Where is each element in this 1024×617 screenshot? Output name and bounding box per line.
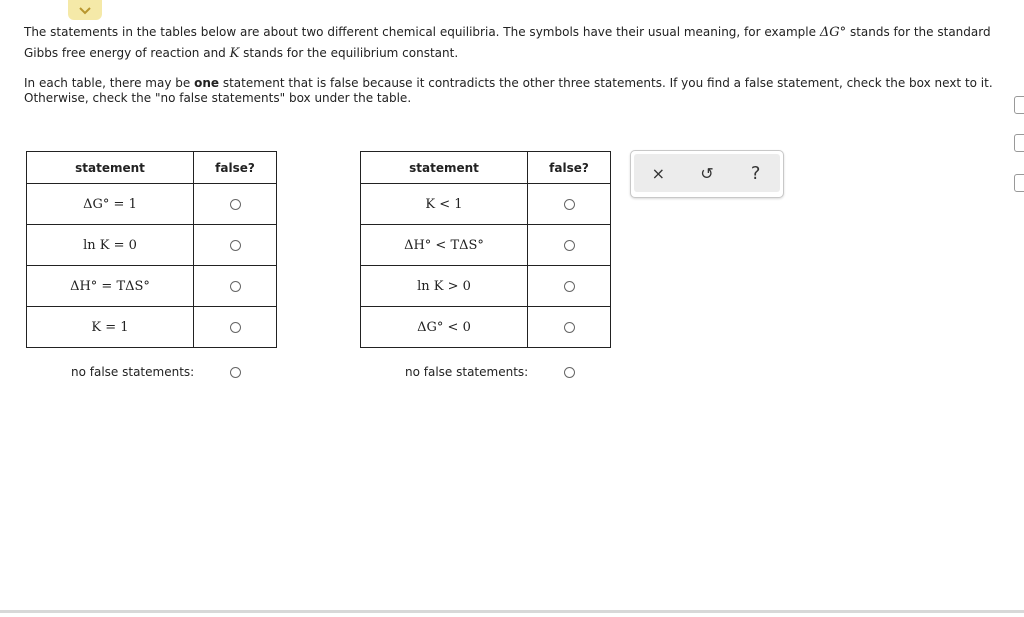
table-row — [27, 266, 277, 307]
false-cell — [528, 307, 611, 348]
no-false-label: no false statements: — [405, 365, 529, 379]
false-radio[interactable] — [230, 240, 241, 251]
undo-icon: ↺ — [700, 163, 714, 183]
intro-text: statement that is false because it contradicts the other three statements. If you find a false statement, check the box next to it. Otherwise, check the "no false statements" box under the table. — [24, 76, 993, 105]
table-row — [361, 266, 611, 307]
symbol-k: K — [229, 46, 240, 61]
header-statement: statement — [27, 152, 194, 184]
statement-table-2 — [360, 151, 611, 348]
chart-icon[interactable] — [1014, 134, 1024, 152]
instructions-paragraph-1 — [24, 22, 999, 64]
intro-text: The statements in the tables below are about two different chemical equilibria. The symbols have their usual meaning, for example — [24, 25, 820, 39]
no-false-label: no false statements: — [71, 365, 195, 379]
table-row — [361, 225, 611, 266]
clear-button[interactable] — [643, 158, 673, 188]
false-radio[interactable] — [230, 322, 241, 333]
intro-text: stands for the standard Gibbs free energy of reaction and — [24, 25, 991, 60]
instructions-paragraph-2 — [24, 76, 999, 106]
no-false-radio-2[interactable] — [564, 367, 575, 378]
header-false: false? — [528, 152, 611, 184]
false-cell — [528, 225, 611, 266]
collapse-tab[interactable] — [68, 0, 102, 20]
periodic-table-icon[interactable] — [1014, 174, 1024, 192]
statement-cell: ΔH° = TΔS° — [27, 266, 194, 307]
statement-cell: K < 1 — [361, 184, 528, 225]
false-radio[interactable] — [564, 199, 575, 210]
header-false: false? — [194, 152, 277, 184]
false-cell — [528, 184, 611, 225]
statement-cell: ln K > 0 — [361, 266, 528, 307]
undo-button[interactable] — [692, 158, 722, 188]
chevron-down-icon — [78, 6, 92, 15]
statement-table-1 — [26, 151, 277, 348]
intro-text: stands for the equilibrium constant. — [239, 46, 459, 60]
no-false-radio-1[interactable] — [230, 367, 241, 378]
false-cell — [194, 184, 277, 225]
intro-text: In each table, there may be — [24, 76, 195, 90]
false-cell — [194, 266, 277, 307]
statement-cell: ΔG° = 1 — [27, 184, 194, 225]
no-false-row-1 — [71, 365, 241, 379]
false-radio[interactable] — [564, 322, 575, 333]
statement-cell: ΔH° < TΔS° — [361, 225, 528, 266]
symbol-delta-g: ΔG° — [819, 25, 847, 40]
statement-cell: ln K = 0 — [27, 225, 194, 266]
false-radio[interactable] — [564, 281, 575, 292]
false-radio[interactable] — [230, 281, 241, 292]
false-radio[interactable] — [564, 240, 575, 251]
no-false-row-2 — [405, 365, 575, 379]
bottom-divider — [0, 610, 1024, 613]
false-radio[interactable] — [230, 199, 241, 210]
help-icon: ? — [750, 162, 761, 184]
table-row — [361, 307, 611, 348]
answer-toolbox — [630, 150, 784, 198]
emphasis-one: one — [194, 76, 220, 90]
table-row — [27, 184, 277, 225]
false-cell — [528, 266, 611, 307]
toolbox-inner — [634, 154, 780, 192]
statement-cell: K = 1 — [27, 307, 194, 348]
statement-cell: ΔG° < 0 — [361, 307, 528, 348]
header-statement: statement — [361, 152, 528, 184]
table-row — [27, 225, 277, 266]
table-row — [361, 184, 611, 225]
false-cell — [194, 225, 277, 266]
false-cell — [194, 307, 277, 348]
calculator-icon[interactable] — [1014, 96, 1024, 114]
close-icon: × — [651, 163, 666, 183]
instructions — [24, 22, 999, 106]
table-row — [27, 307, 277, 348]
help-button[interactable] — [741, 158, 771, 188]
